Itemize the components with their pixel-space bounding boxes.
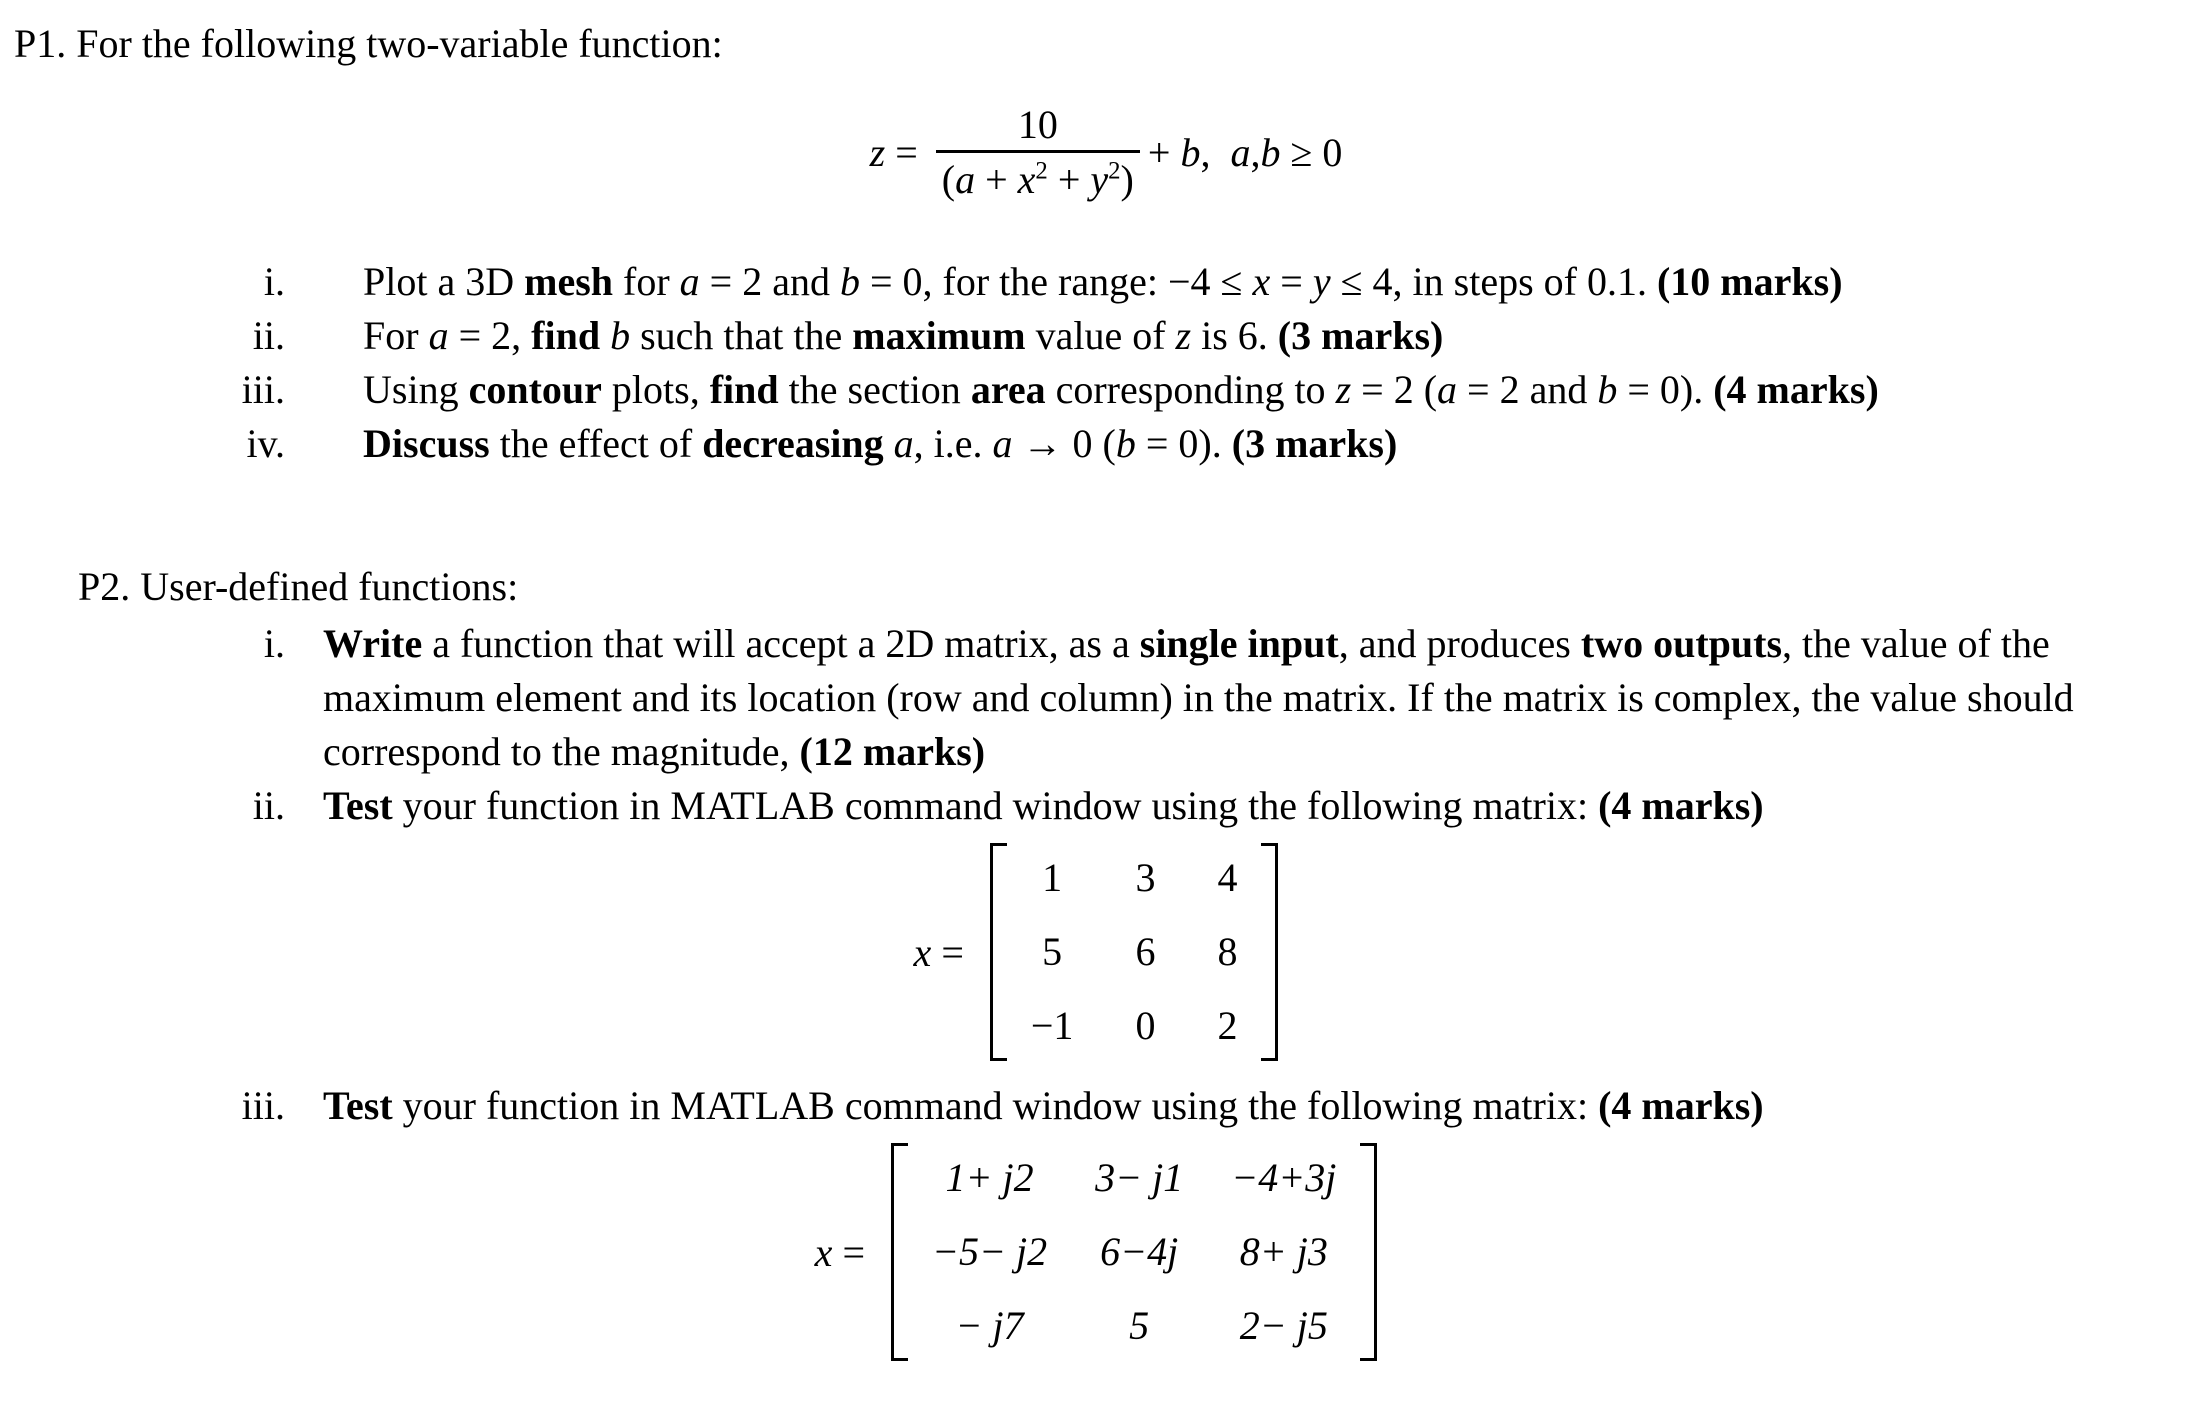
item-text: For a = 2, find b such that the maximum value of z is 6. (3 marks) — [363, 313, 1444, 358]
matrix-cell: −1 — [1030, 1003, 1074, 1048]
matrix-cell: 0 — [1135, 1003, 1156, 1048]
matrix-cell: 8+ j3 — [1239, 1229, 1328, 1274]
p1-item-iii — [0, 363, 2192, 417]
item-label: iv. — [246, 421, 285, 466]
p1-item-list — [0, 255, 2192, 471]
p2-item-iii — [0, 1079, 2192, 1133]
p1-item-i — [0, 255, 2192, 309]
matrix-cell: 5 — [1129, 1303, 1150, 1348]
p2-item-i — [0, 617, 2192, 779]
matrix-cell: 3 — [1135, 855, 1156, 900]
fraction-numerator: 10 — [1017, 102, 1058, 147]
left-bracket — [891, 1143, 908, 1361]
matrix-cell: 6 — [1135, 929, 1156, 974]
matrix-prefix: x = — [814, 1229, 875, 1275]
item-label: ii. — [252, 313, 285, 358]
matrix-body — [891, 1143, 1377, 1361]
matrix-cell: 3− j1 — [1095, 1155, 1184, 1200]
fraction-denominator: $(a + x^2 + y^2)$ — [941, 157, 1134, 202]
left-bracket — [990, 843, 1007, 1061]
right-bracket — [1360, 1143, 1377, 1361]
item-label: iii. — [241, 1083, 285, 1128]
item-text: Test your function in MATLAB command window using the following matrix: (4 marks) — [323, 1083, 1764, 1128]
item-label: i. — [263, 259, 285, 304]
p2-matrix-2 — [0, 1143, 2192, 1361]
formula-rhs: + b, a,b ≥ 0 — [1147, 130, 1343, 175]
matrix-grid — [908, 1143, 1360, 1361]
matrix-cell: 1+ j2 — [945, 1155, 1034, 1200]
p2-item-list-continued — [0, 1079, 2192, 1133]
matrix-cell: 6−4j — [1100, 1229, 1179, 1274]
p2-heading: P2. User-defined functions: — [78, 564, 519, 609]
matrix-cell: 4 — [1217, 855, 1238, 900]
p1-heading: P1. For the following two-variable function: — [14, 21, 723, 66]
item-text: Plot a 3D mesh for a = 2 and b = 0, for the range: −4 ≤ x = y ≤ 4, in steps of 0.1. (10 marks) — [363, 259, 1843, 304]
matrix-cell: −4+3j — [1231, 1155, 1337, 1200]
item-label: ii. — [252, 783, 285, 828]
matrix-body — [990, 843, 1279, 1061]
item-label: i. — [263, 621, 285, 666]
matrix-cell: 2− j5 — [1239, 1303, 1328, 1348]
matrix-cell: 5 — [1042, 929, 1063, 974]
p2-item-ii — [0, 779, 2192, 833]
formula-lhs: z = — [869, 130, 928, 175]
p1-item-iv — [0, 417, 2192, 471]
right-bracket — [1261, 843, 1278, 1061]
p2-matrix-1 — [0, 843, 2192, 1061]
item-text: Test your function in MATLAB command window using the following matrix: (4 marks) — [323, 783, 1764, 828]
item-text: Discuss the effect of decreasing a, i.e. a → 0 (b = 0). (3 marks) — [363, 421, 1398, 466]
formula-fraction — [936, 102, 1140, 203]
matrix-grid — [1007, 843, 1262, 1061]
matrix-cell: −5− j2 — [932, 1229, 1048, 1274]
item-text: Using contour plots, find the section area corresponding to z = 2 (a = 2 and b = 0). (4 marks) — [363, 367, 1879, 412]
p1-formula — [0, 102, 2192, 203]
matrix-cell: 8 — [1217, 929, 1238, 974]
p2-item-list — [0, 617, 2192, 833]
matrix-prefix: x = — [913, 929, 974, 975]
item-label: iii. — [241, 367, 285, 412]
matrix-cell: 1 — [1042, 855, 1063, 900]
p1-item-ii — [0, 309, 2192, 363]
item-text: Write a function that will accept a 2D matrix, as a single input, and produces two outputs, the value of the maximum element and its location (row and column) in the matrix. If the matrix is complex, the value should correspond to the magnitude, (12 marks) — [323, 621, 2084, 774]
matrix-cell: − j7 — [955, 1303, 1024, 1348]
matrix-cell: 2 — [1217, 1003, 1238, 1048]
